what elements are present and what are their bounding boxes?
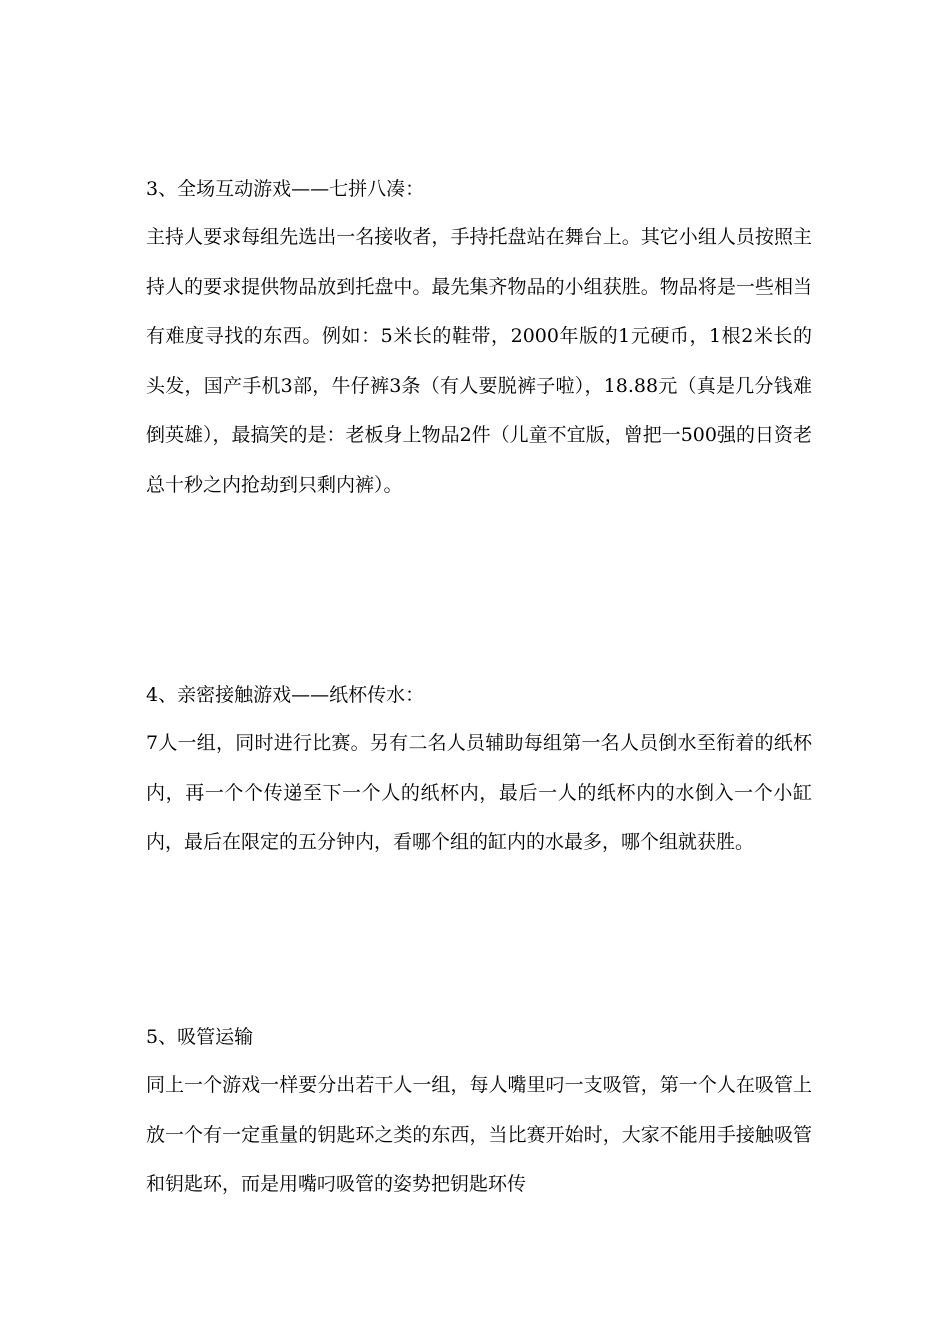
section-body: 7人一组，同时进行比赛。另有二名人员辅助每组第一名人员倒水至衔着的纸杯内，再一个个传递至下一个人的纸杯内，最后一人的纸杯内的水倒入一个小缸内，最后在限定的五分钟内，看哪个组的缸内的水最多，哪个组就获胜。 bbox=[146, 732, 812, 853]
section-body: 主持人要求每组先选出一名接收者，手持托盘站在舞台上。其它小组人员按照主持人的要求提供物品放到托盘中。最先集齐物品的小组获胜。物品将是一些相当有难度寻找的东西。例如：5米长的鞋带，2000年版的1元硬币，1根2米长的头发，国产手机3部，牛仔裤3条（有人要脱裤子啦），18.88元（真是几分钱难倒英雄），最搞笑的是：老板身上物品2件（儿童不宜版，曾把一500强的日资老总十秒之内抢劫到只剩内裤）。 bbox=[146, 226, 812, 496]
section-heading: 3、全场互动游戏——七拼八凑： bbox=[146, 178, 425, 200]
section-game-4 bbox=[146, 683, 812, 868]
section-heading: 5、吸管运输 bbox=[146, 1026, 254, 1048]
section-heading: 4、亲密接触游戏——纸杯传水： bbox=[146, 684, 425, 706]
section-body: 同上一个游戏一样要分出若干人一组，每人嘴里叼一支吸管，第一个人在吸管上放一个有一定重量的钥匙环之类的东西，当比赛开始时，大家不能用手接触吸管和钥匙环，而是用嘴叼吸管的姿势把钥匙环传 bbox=[146, 1074, 812, 1195]
section-game-5 bbox=[146, 1025, 812, 1210]
section-game-3 bbox=[146, 177, 812, 510]
